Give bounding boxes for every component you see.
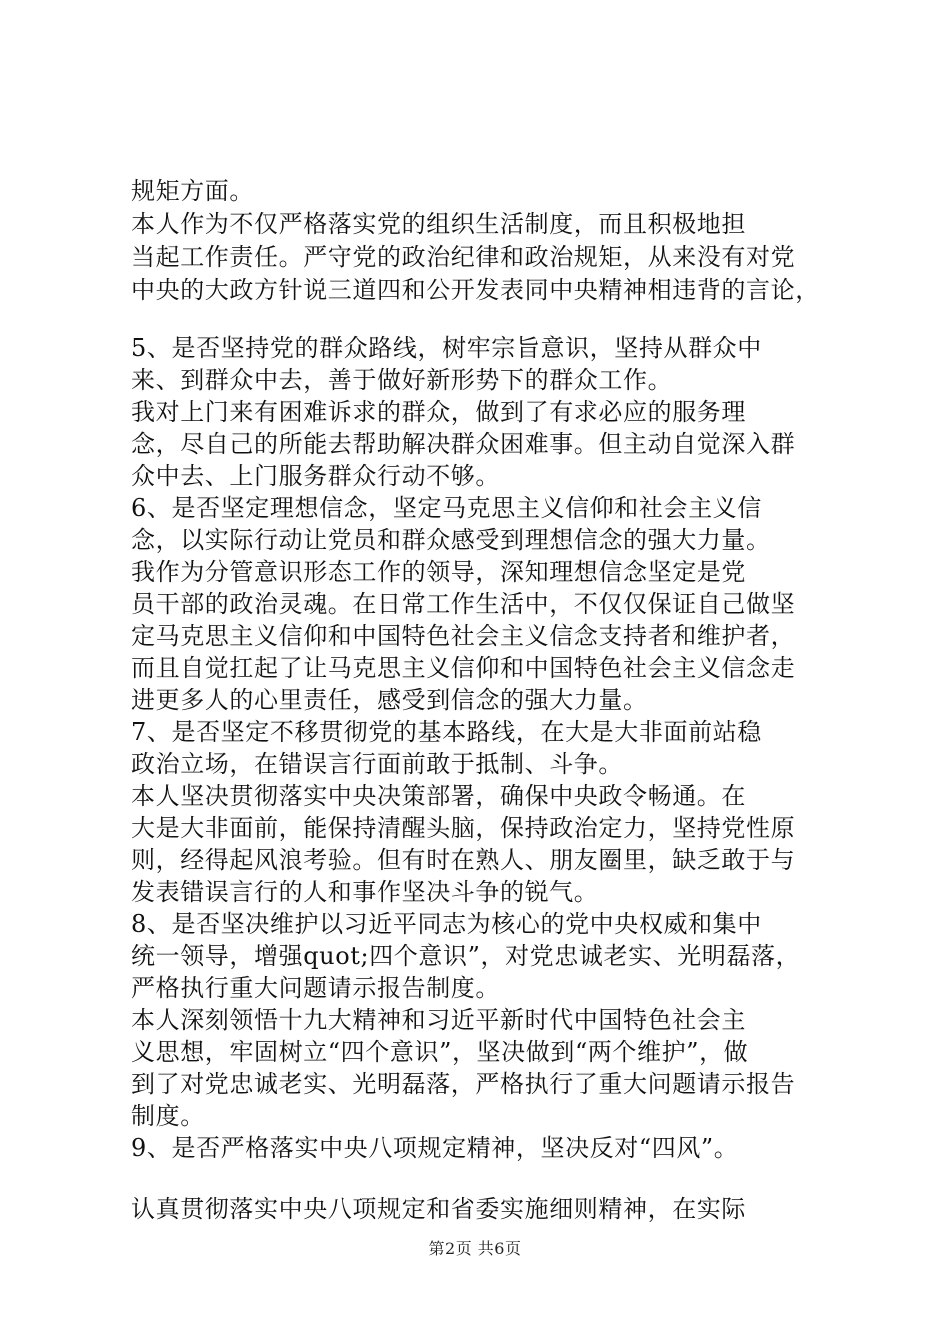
text-line: 员干部的政治灵魂。在日常工作生活中，不仅仅保证自己做坚 (131, 590, 796, 618)
text-line: 发表错误言行的人和事作坚决斗争的锐气。 (131, 878, 599, 906)
text-line: 政治立场，在错误言行面前敢于抵制、斗争。 (131, 750, 623, 778)
text-line: 大是大非面前，能保持清醒头脑，保持政治定力，坚持党性原 (131, 814, 796, 842)
text-line: 本人作为不仅严格落实党的组织生活制度，而且积极地担 (131, 210, 746, 238)
text-line: 进更多人的心里责任，感受到信念的强大力量。 (131, 686, 648, 714)
page-number-footer: 第2页 共6页 (428, 1239, 522, 1258)
text-line: 念，以实际行动让党员和群众感受到理想信念的强大力量。 (131, 526, 771, 554)
text-line: 严格执行重大问题请示报告制度。 (131, 974, 500, 1002)
text-line: 我对上门来有困难诉求的群众，做到了有求必应的服务理 (131, 398, 746, 426)
text-line: 7、是否坚定不移贯彻党的基本路线，在大是大非面前站稳 (131, 718, 762, 746)
text-line: 而且自觉扛起了让马克思主义信仰和中国特色社会主义信念走 (131, 654, 796, 682)
text-line: 我作为分管意识形态工作的领导，深知理想信念坚定是党 (131, 558, 746, 586)
text-line: 念，尽自己的所能去帮助解决群众困难事。但主动自觉深入群 (131, 430, 796, 458)
text-line: 当起工作责任。严守党的政治纪律和政治规矩，从来没有对党 (131, 243, 796, 271)
text-line: 制度。 (131, 1102, 205, 1130)
text-line: 本人坚决贯彻落实中央决策部署，确保中央政令畅通。在 (131, 782, 746, 810)
text-line: 来、到群众中去，善于做好新形势下的群众工作。 (131, 366, 673, 394)
text-line: 规矩方面。 (131, 177, 254, 205)
text-line: 义思想，牢固树立“四个意识”，坚决做到“两个维护”，做 (131, 1038, 749, 1066)
text-line: 6、是否坚定理想信念，坚定马克思主义信仰和社会主义信 (131, 494, 762, 522)
text-line: 到了对党忠诚老实、光明磊落，严格执行了重大问题请示报告 (131, 1070, 796, 1098)
text-line: 本人深刻领悟十九大精神和习近平新时代中国特色社会主 (131, 1006, 746, 1034)
text-line: 5、是否坚持党的群众路线，树牢宗旨意识，坚持从群众中 (131, 334, 762, 362)
text-line: 8、是否坚决维护以习近平同志为核心的党中央权威和集中 (131, 910, 762, 938)
text-line: 认真贯彻落实中央八项规定和省委实施细则精神，在实际 (131, 1195, 746, 1223)
text-line: 定马克思主义信仰和中国特色社会主义信念支持者和维护者， (131, 622, 796, 650)
text-line: 统一领导，增强quot;四个意识”，对党忠诚老实、光明磊落， (131, 942, 801, 970)
text-line: 9、是否严格落实中央八项规定精神，坚决反对“四风”。 (131, 1134, 739, 1162)
text-line: 众中去、上门服务群众行动不够。 (131, 462, 500, 490)
text-line: 中央的大政方针说三道四和公开发表同中央精神相违背的言论， (131, 276, 820, 304)
text-line: 则，经得起风浪考验。但有时在熟人、朋友圈里，缺乏敢于与 (131, 846, 796, 874)
